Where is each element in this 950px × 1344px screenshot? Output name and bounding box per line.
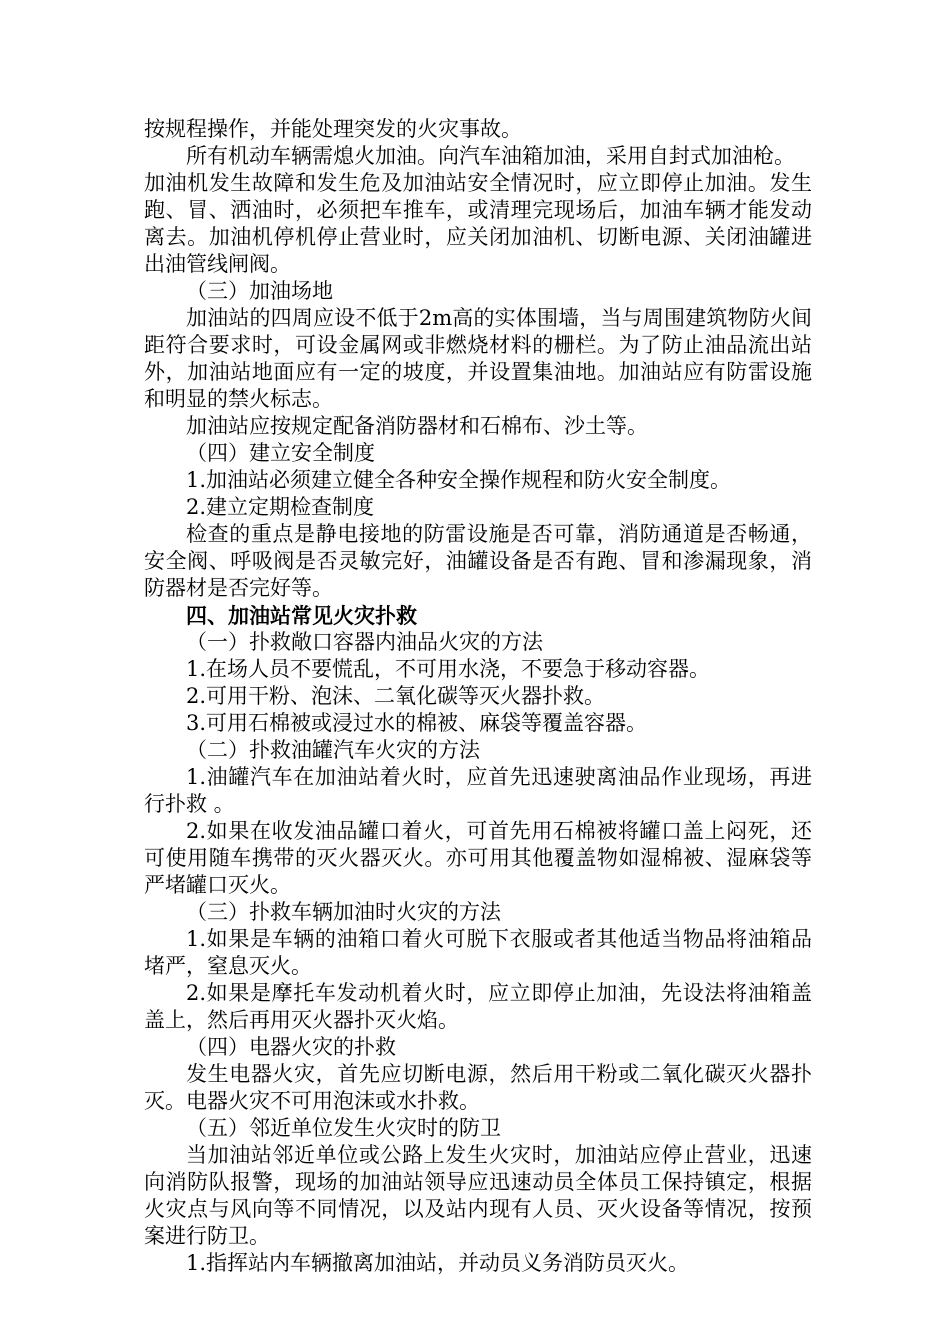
list-item: 2.如果是摩托车发动机着火时，应立即停止加油，先设法将油箱盖盖上，然后再用灭火器扑灭火焰。: [144, 981, 812, 1032]
list-item: 2.可用干粉、泡沫、二氧化碳等灭火器扑救。: [186, 684, 606, 708]
section-heading: （四）建立安全制度: [186, 441, 375, 465]
paragraph: 当加油站邻近单位或公路上发生火灾时，加油站应停止营业，迅速向消防队报警，现场的加油站领导应迅速动员全体员工保持镇定，根据火灾点与风向等不同情况，以及站内现有人员、灭火设备等情况，按预案进行防卫。: [144, 1143, 812, 1248]
list-item: 2.如果在收发油品罐口着火，可首先用石棉被将罐口盖上闷死，还可使用随车携带的灭火器灭火。亦可用其他覆盖物如湿棉被、湿麻袋等严堵罐口灭火。: [144, 819, 812, 897]
paragraph: 加油站应按规定配备消防器材和石棉布、沙土等。: [186, 414, 648, 438]
list-item: 1.加油站必须建立健全各种安全操作规程和防火安全制度。: [186, 468, 732, 492]
list-item: 3.可用石棉被或浸过水的棉被、麻袋等覆盖容器。: [186, 711, 648, 735]
section-heading: （五）邻近单位发生火灾时的防卫: [186, 1116, 501, 1140]
list-item: 1.在场人员不要慌乱，不可用水浇，不要急于移动容器。: [186, 657, 711, 681]
list-item: 2.建立定期检查制度: [186, 495, 375, 519]
paragraph: 发生电器火灾，首先应切断电源，然后用干粉或二氧化碳灭火器扑灭。电器火灾不可用泡沫或水扑救。: [144, 1062, 812, 1113]
paragraph: 按规程操作，并能处理突发的火灾事故。: [144, 117, 522, 141]
section-heading: （一）扑救敞口容器内油品火灾的方法: [186, 630, 543, 654]
section-heading: （二）扑救油罐汽车火灾的方法: [186, 738, 480, 762]
paragraph: 加油机发生故障和发生危及加油站安全情况时，应立即停止加油。发生跑、冒、洒油时，必须把车推车，或清理完现场后，加油车辆才能发动离去。加油机停机停止营业时，应关闭加油机、切断电源、关闭油罐进出油管线闸阀。: [144, 171, 812, 276]
list-item: 1.油罐汽车在加油站着火时，应首先迅速驶离油品作业现场，再进行扑救 。: [144, 765, 812, 816]
section-heading: （三）加油场地: [186, 279, 333, 303]
list-item: 1.指挥站内车辆撤离加油站，并动员义务消防员灭火。: [186, 1251, 690, 1275]
chapter-heading: 四、加油站常见火灾扑救: [186, 603, 417, 628]
document-body: [144, 116, 812, 1277]
section-heading: （四）电器火灾的扑救: [186, 1035, 396, 1059]
section-heading: （三）扑救车辆加油时火灾的方法: [186, 900, 501, 924]
paragraph: 所有机动车辆需熄火加油。向汽车油箱加油，采用自封式加油枪。: [186, 144, 795, 168]
list-item: 1.如果是车辆的油箱口着火可脱下衣服或者其他适当物品将油箱品堵严，窒息灭火。: [144, 927, 812, 978]
paragraph: 检查的重点是静电接地的防雷设施是否可靠，消防通道是否畅通，安全阀、呼吸阀是否灵敏完好，油罐设备是否有跑、冒和渗漏现象，消防器材是否完好等。: [144, 522, 812, 600]
paragraph: 加油站的四周应设不低于2m高的实体围墙，当与周围建筑物防火间距符合要求时，可设金属网或非燃烧材料的栅栏。为了防止油品流出站外，加油站地面应有一定的坡度，并设置集油地。加油站应有防雷设施和明显的禁火标志。: [144, 306, 812, 411]
